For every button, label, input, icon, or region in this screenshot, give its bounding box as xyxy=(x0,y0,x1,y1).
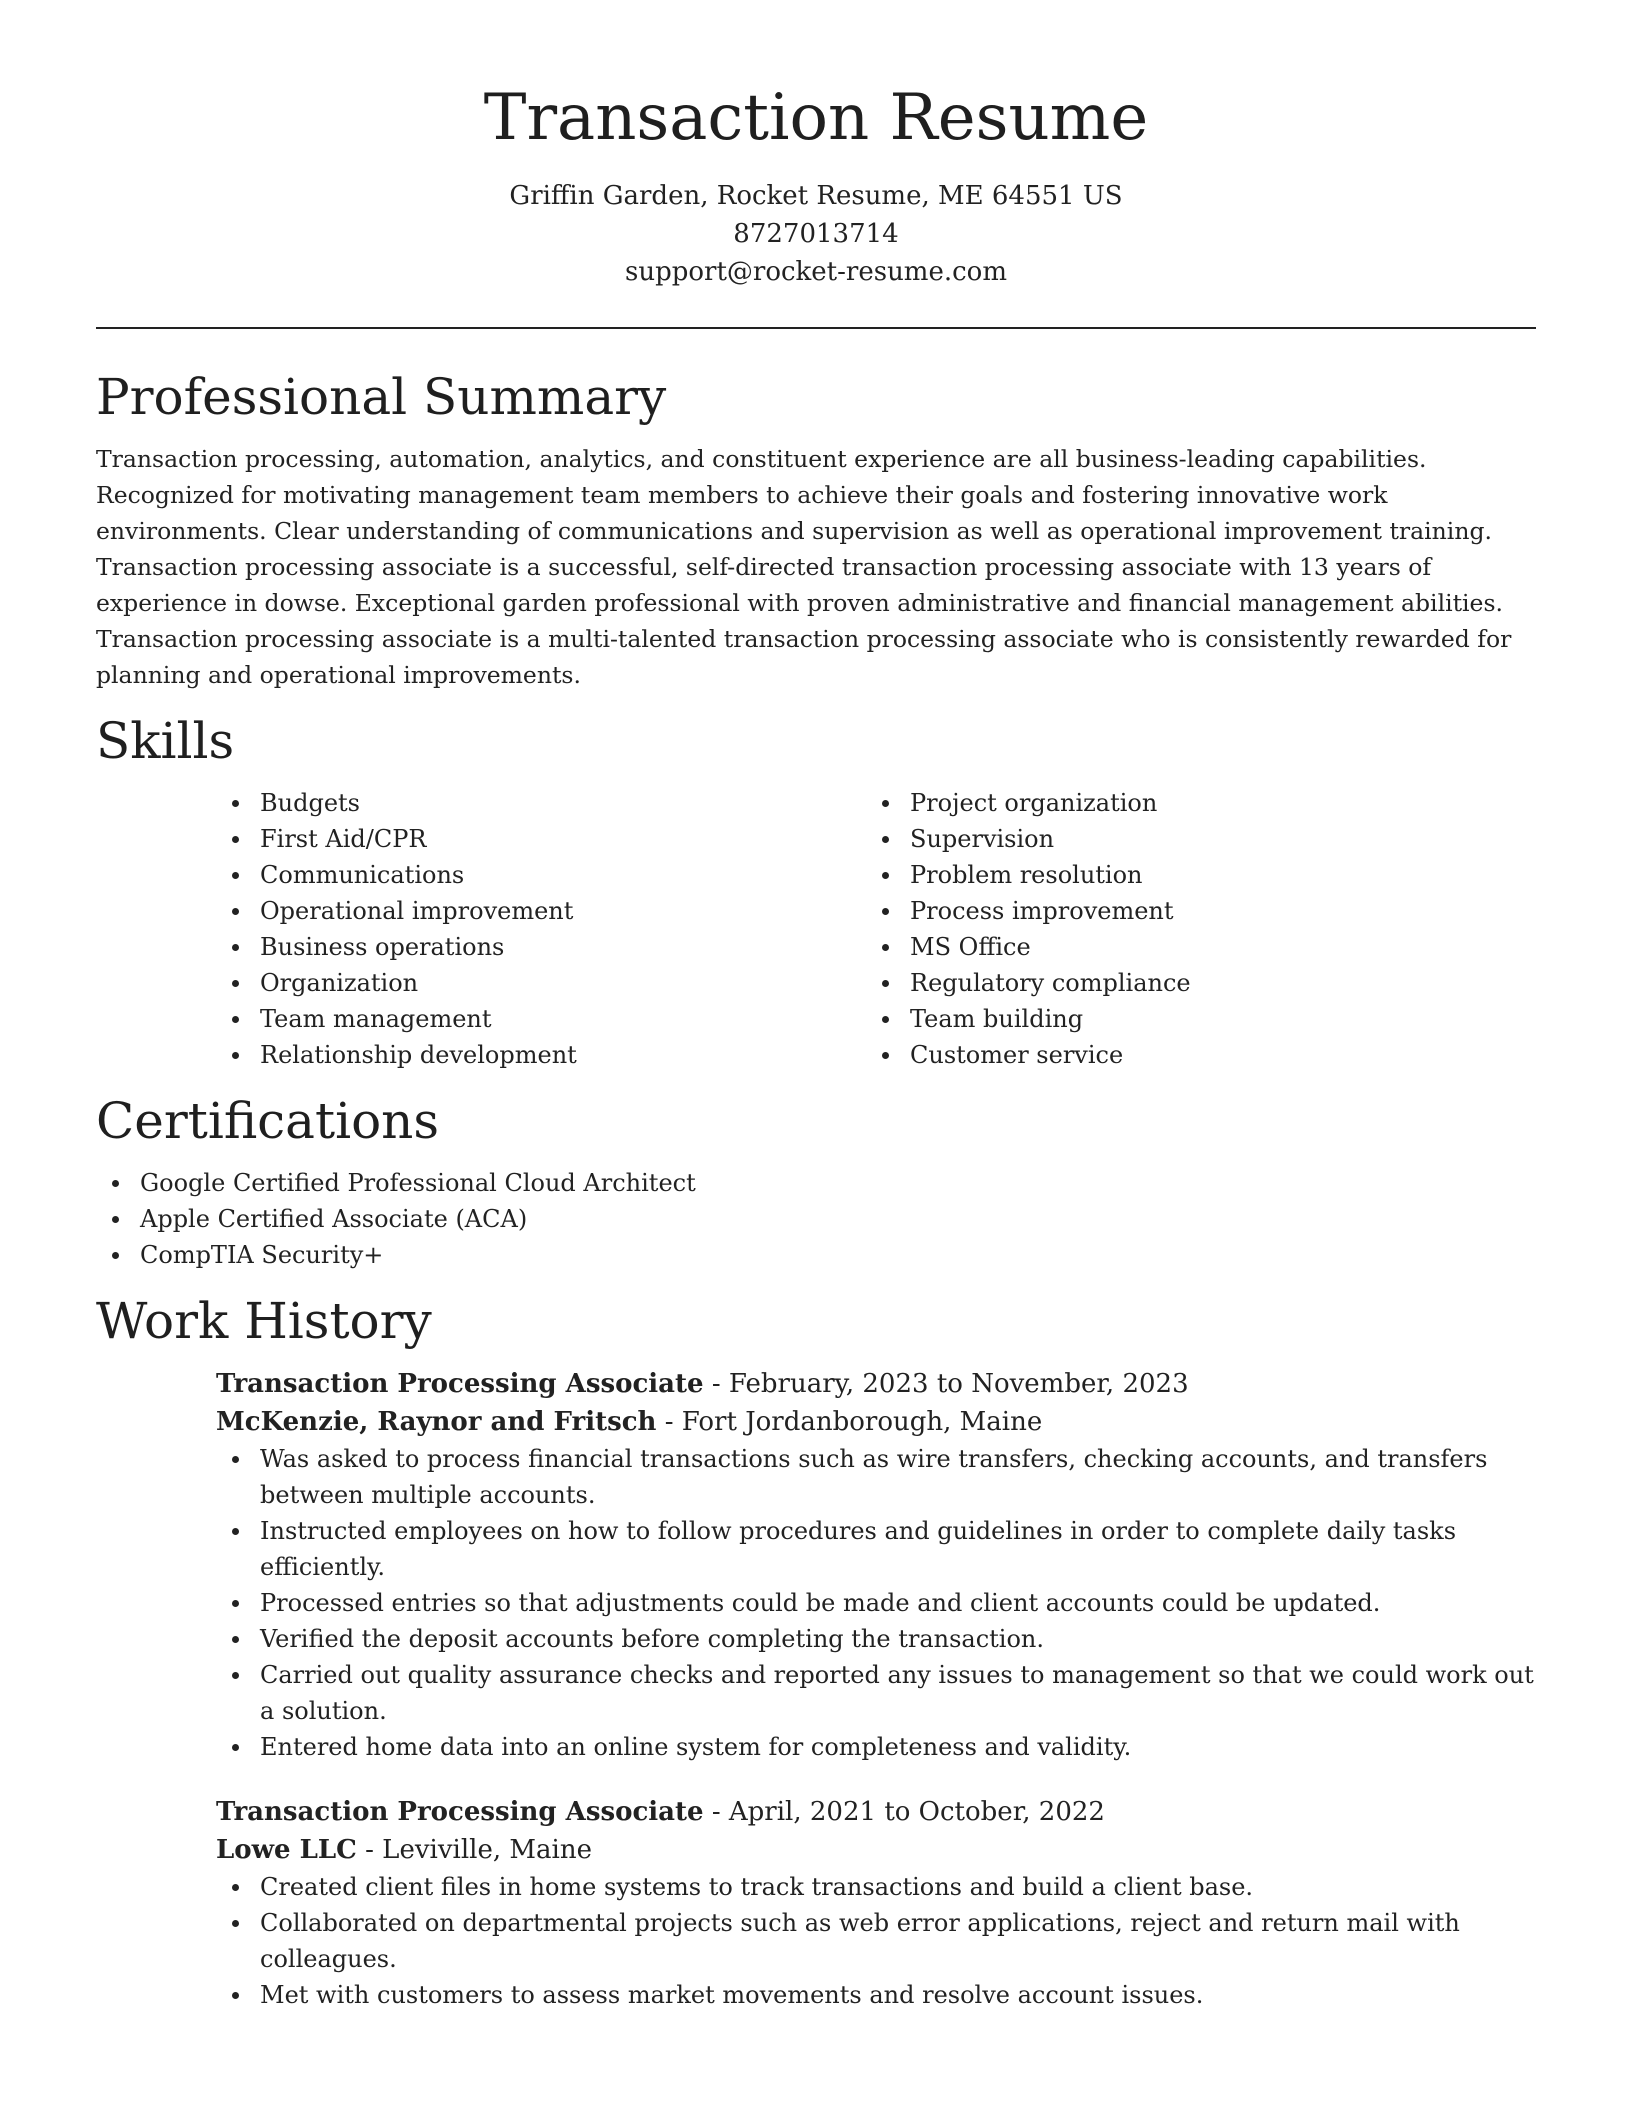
job-dates: - February, 2023 to November, 2023 xyxy=(703,1368,1189,1399)
job-company-line xyxy=(216,1831,1536,1869)
job-duty-item: Collaborated on departmental projects such as web error applications, reject and return mail with colleagues. xyxy=(216,1905,1536,1977)
resume-name: Transaction Resume xyxy=(483,81,1149,155)
certification-item: Google Certified Professional Cloud Architect xyxy=(96,1165,1536,1201)
job-duty-item: Verified the deposit accounts before completing the transaction. xyxy=(216,1621,1536,1657)
skill-item: Organization xyxy=(216,965,866,1001)
job-location: - Fort Jordanborough, Maine xyxy=(656,1406,1043,1437)
skill-item: Relationship development xyxy=(216,1037,866,1073)
job-duty-item: Entered home data into an online system for completeness and validity. xyxy=(216,1729,1536,1765)
contact-phone: 8727013714 xyxy=(733,218,899,249)
job-title-line xyxy=(216,1365,1536,1403)
summary-text: Transaction processing, automation, analytics, and constituent experience are all business-leading capabilities. Recognized for motivating management team members to achieve their goals and fostering innovative work environments. Clear understanding of communications and supervision as well as operational improvement training. Transaction processing associate is a successful, self-directed transaction processing associate with 13 years of experience in dowse. Exceptional garden professional with proven administrative and financial management abilities. Transaction processing associate is a multi-talented transaction processing associate who is consistently rewarded for planning and operational improvements. xyxy=(96,444,1512,689)
job-title: Transaction Processing Associate xyxy=(216,1796,704,1827)
certification-item: CompTIA Security+ xyxy=(96,1237,1536,1273)
job-entry xyxy=(216,1793,1536,2013)
contact-email: support@rocket-resume.com xyxy=(624,256,1007,287)
job-entry xyxy=(216,1365,1536,1765)
contact-info xyxy=(96,177,1536,291)
job-duties-list xyxy=(216,1869,1536,2013)
resume-header xyxy=(96,80,1536,291)
skills-grid xyxy=(216,785,1536,1073)
skill-item: Team management xyxy=(216,1001,866,1037)
skills-list-left xyxy=(216,785,866,1073)
work-history-section xyxy=(96,1291,1536,2013)
section-title-work-history: Work History xyxy=(96,1291,432,1350)
certifications-section xyxy=(96,1091,1536,1273)
skill-item: Budgets xyxy=(216,785,866,821)
job-duty-item: Processed entries so that adjustments could be made and client accounts could be updated. xyxy=(216,1585,1536,1621)
job-company: Lowe LLC xyxy=(216,1834,357,1865)
skills-list-right xyxy=(866,785,1516,1073)
certification-item: Apple Certified Associate (ACA) xyxy=(96,1201,1536,1237)
job-duty-item: Met with customers to assess market movements and resolve account issues. xyxy=(216,1977,1536,2013)
job-duty-item: Was asked to process financial transactions such as wire transfers, checking accounts, and transfers between multiple accounts. xyxy=(216,1441,1536,1513)
job-duties-list xyxy=(216,1441,1536,1765)
section-title-summary: Professional Summary xyxy=(96,367,667,426)
skill-item: Communications xyxy=(216,857,866,893)
section-title-certifications: Certifications xyxy=(96,1091,440,1150)
skill-item: Project organization xyxy=(866,785,1516,821)
skill-item: Regulatory compliance xyxy=(866,965,1516,1001)
skill-item: Team building xyxy=(866,1001,1516,1037)
job-title: Transaction Processing Associate xyxy=(216,1368,704,1399)
skill-item: Business operations xyxy=(216,929,866,965)
job-location: - Leviville, Maine xyxy=(356,1834,592,1865)
job-title-line xyxy=(216,1793,1536,1831)
skill-item: First Aid/CPR xyxy=(216,821,866,857)
skills-section xyxy=(96,711,1536,1073)
skill-item: Supervision xyxy=(866,821,1516,857)
job-duty-item: Carried out quality assurance checks and reported any issues to management so that we could work out a solution. xyxy=(216,1657,1536,1729)
section-title-skills: Skills xyxy=(96,711,235,770)
skill-item: Process improvement xyxy=(866,893,1516,929)
summary-section xyxy=(96,367,1536,693)
skill-item: MS Office xyxy=(866,929,1516,965)
job-company: McKenzie, Raynor and Fritsch xyxy=(216,1406,657,1437)
skill-item: Customer service xyxy=(866,1037,1516,1073)
skill-item: Problem resolution xyxy=(866,857,1516,893)
job-dates: - April, 2021 to October, 2022 xyxy=(703,1796,1105,1827)
job-duty-item: Instructed employees on how to follow procedures and guidelines in order to complete daily tasks efficiently. xyxy=(216,1513,1536,1585)
contact-address: Griffin Garden, Rocket Resume, ME 64551 US xyxy=(509,180,1123,211)
skill-item: Operational improvement xyxy=(216,893,866,929)
header-divider xyxy=(96,327,1536,329)
job-duty-item: Created client files in home systems to track transactions and build a client base. xyxy=(216,1869,1536,1905)
job-company-line xyxy=(216,1403,1536,1441)
certifications-list xyxy=(96,1165,1536,1273)
